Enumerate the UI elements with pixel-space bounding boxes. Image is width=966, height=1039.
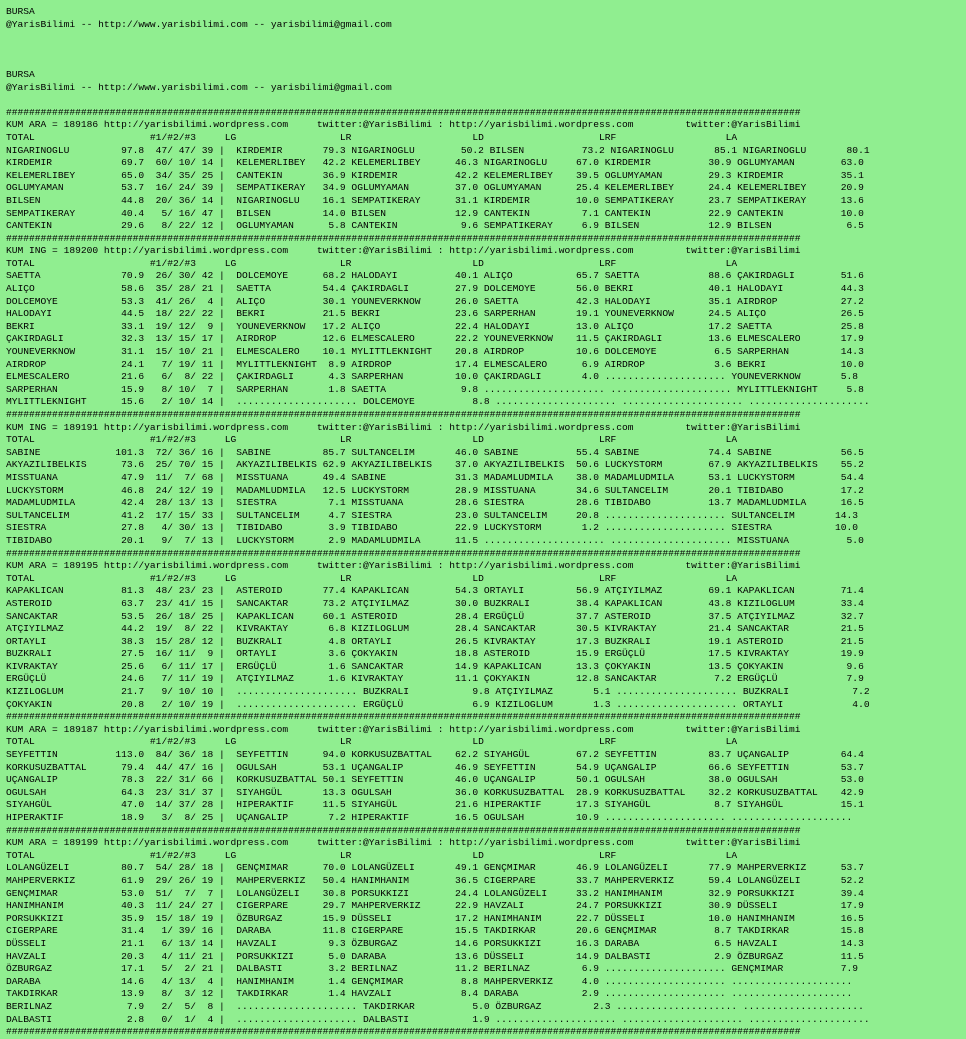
table-row: LOLANGÜZELI 80.7 54/ 28/ 18 | GENÇMIMAR 70.0 LOLANGÜZELI 49.1 GENÇMIMAR 46.9 LOLANGÜZELI 77.9 MAHPERVERKIZ 53.7 [6,862,864,874]
table-row: DALBASTI 2.8 0/ 1/ 4 | ..................... DALBASTI 1.9 ..................... ..................... ..................... [6,1013,870,1025]
table-row: GENÇMIMAR 53.0 51/ 7/ 7 | LOLANGÜZELI 30.8 PORSUKKIZI 24.4 LOLANGÜZELI 33.2 HANIMHANIM 32.9 PORSUKKIZI 39.4 [6,887,864,899]
column-header: TOTAL #1/#2/#3 LG LR LD LRF LA [6,572,738,584]
table-row: OGLUMYAMAN 53.7 16/ 24/ 39 | SEMPATIKERAY 34.9 OGLUMYAMAN 37.0 OGLUMYAMAN 25.4 KELEMERLIBEY 24.4 KELEMERLIBEY 20.9 [6,182,864,194]
table-row: OGULSAH 64.3 23/ 31/ 37 | SIYAHGÜL 13.3 OGULSAH 36.0 KORKUSUZBATTAL 28.9 KORKUSUZBATTAL 32.2 KORKUSUZBATTAL 42.9 [6,786,864,798]
section-title: KUM ARA = 189195 http://yarisbilimi.wordpress.com twitter:@YarisBilimi : http://yarisbilimi.wordpress.com twitter:@YarisBilimi [6,560,801,572]
table-row: KAPAKLICAN 81.3 48/ 23/ 23 | ASTEROID 77.4 KAPAKLICAN 54.3 ORTAYLI 56.9 ATÇIYILMAZ 69.1 KAPAKLICAN 71.4 [6,585,864,597]
separator-line: ########################################################################################################################################## [6,409,801,420]
table-row: MADAMLUDMILA 42.4 28/ 13/ 13 | SIESTRA 7.1 MISSTUANA 28.6 SIESTRA 28.6 TIBIDABO 13.7 MADAMLUDMILA 16.5 [6,497,864,509]
table-row: HALODAYI 44.5 18/ 22/ 22 | BEKRI 21.5 BEKRI 23.6 SARPERHAN 19.1 YOUNEVERKNOW 24.5 ALIÇO 26.5 [6,308,864,320]
table-row: CIGERPARE 31.4 1/ 39/ 16 | DARABA 11.8 CIGERPARE 15.5 TAKDIRKAR 20.6 GENÇMIMAR 8.7 TAKDIRKAR 15.8 [6,925,864,937]
table-row: TAKDIRKAR 13.9 8/ 3/ 12 | TAKDIRKAR 1.4 HAVZALI 8.4 DARABA 2.9 ..................... ..................... [6,988,853,1000]
table-row: ÇOKYAKIN 20.8 2/ 10/ 19 | ..................... ERGÜÇLÜ 6.9 KIZILOGLUM 1.3 ..................... ORTAYLI 4.0 [6,698,870,710]
separator-line: ########################################################################################################################################## [6,232,801,244]
table-row: ERGÜÇLÜ 24.6 7/ 11/ 19 | ATÇIYILMAZ 1.6 KIVRAKTAY 11.1 ÇOKYAKIN 12.8 SANCAKTAR 7.2 ERGÜÇLÜ 7.9 [6,673,864,685]
separator-line: ########################################################################################################################################## [6,1026,801,1038]
header-line: BURSA [6,6,35,17]
table-row: BERILNAZ 7.9 2/ 5/ 8 | ..................... TAKDIRKAR 5.0 ÖZBURGAZ 2.3 ..................... ..................... [6,1000,864,1012]
table-row: KELEMERLIBEY 65.0 34/ 35/ 25 | CANTEKIN 36.9 KIRDEMIR 42.2 KELEMERLIBEY 39.5 OGLUMYAMAN 29.3 KIRDEMIR 35.1 [6,169,864,181]
table-row: AIRDROP 24.1 7/ 19/ 11 | MYLITTLEKNIGHT 8.9 AIRDROP 17.4 ELMESCALERO 6.9 AIRDROP 3.6 BEKRI 10.0 [6,358,864,370]
table-row: HIPERAKTIF 18.9 3/ 8/ 25 | UÇANGALIP 7.2 HIPERAKTIF 16.5 OGULSAH 10.9 ..................... ..................... [6,812,853,823]
header-line: BURSA [6,68,35,80]
table-row: SANCAKTAR 53.5 26/ 18/ 25 | KAPAKLICAN 60.1 ASTEROID 28.4 ERGÜÇLÜ 37.7 ASTEROID 37.5 ATÇIYILMAZ 32.7 [6,610,864,622]
table-row: CANTEKIN 29.6 8/ 22/ 12 | OGLUMYAMAN 5.8 CANTEKIN 9.6 SEMPATIKERAY 6.9 BILSEN 12.9 BILSEN 6.5 [6,220,864,232]
section-title: KUM ARA = 189187 http://yarisbilimi.wordpress.com twitter:@YarisBilimi : http://yarisbilimi.wordpress.com twitter:@YarisBilimi [6,723,801,735]
table-row: MAHPERVERKIZ 61.9 29/ 26/ 19 | MAHPERVERKIZ 50.4 HANIMHANIM 36.5 CIGERPARE 33.7 MAHPERVERKIZ 59.4 LOLANGÜZELI 52.2 [6,874,864,886]
table-row: BEKRI 33.1 19/ 12/ 9 | YOUNEVERKNOW 17.2 ALIÇO 22.4 HALODAYI 13.0 ALIÇO 17.2 SAETTA 25.8 [6,320,864,332]
table-row: SEYFETTIN 113.0 84/ 36/ 18 | SEYFETTIN 94.0 KORKUSUZBATTAL 62.2 SIYAHGÜL 67.2 SEYFETTIN 83.7 UÇANGALIP 64.4 [6,749,864,761]
separator-line: ########################################################################################################################################## [6,547,801,559]
table-row: NIGARINOGLU 97.8 47/ 47/ 39 | KIRDEMIR 79.3 NIGARINOGLU 50.2 BILSEN 73.2 NIGARINOGLU 85.1 NIGARINOGLU 80.1 [6,144,870,156]
table-row: HAVZALI 20.3 4/ 11/ 21 | PORSUKKIZI 5.0 DARABA 13.6 DÜSSELI 14.9 DALBASTI 2.9 ÖZBURGAZ 11.5 [6,950,864,962]
table-row: DARABA 14.6 4/ 13/ 4 | HANIMHANIM 1.4 GENÇMIMAR 8.8 MAHPERVERKIZ 4.0 ..................... ..................... [6,975,853,987]
table-row: KIRDEMIR 69.7 60/ 10/ 14 | KELEMERLIBEY 42.2 KELEMERLIBEY 46.3 NIGARINOGLU 67.0 KIRDEMIR 30.9 OGLUMYAMAN 63.0 [6,157,864,169]
column-header: TOTAL #1/#2/#3 LG LR LD LRF LA [6,131,738,143]
column-header: TOTAL #1/#2/#3 LG LR LD LRF LA [6,736,738,748]
column-header: TOTAL #1/#2/#3 LG LR LD LRF LA [6,434,738,446]
table-row: KORKUSUZBATTAL 79.4 44/ 47/ 16 | OGULSAH 53.1 UÇANGALIP 46.9 SEYFETTIN 54.9 UÇANGALIP 66.6 SEYFETTIN 53.7 [6,761,864,773]
table-row: SARPERHAN 15.9 8/ 10/ 7 | SARPERHAN 1.8 SAETTA 9.8 ..................... ..................... MYLITTLEKNIGHT 5.8 [6,383,864,395]
table-row: KIVRAKTAY 25.6 6/ 11/ 17 | ERGÜÇLÜ 1.6 SANCAKTAR 14.9 KAPAKLICAN 13.3 ÇOKYAKIN 13.5 ÇOKYAKIN 9.6 [6,660,864,672]
table-row: MISSTUANA 47.9 11/ 7/ 68 | MISSTUANA 49.4 SABINE 31.3 MADAMLUDMILA 38.0 MADAMLUDMILA 53.1 LUCKYSTORM 54.4 [6,471,864,483]
table-row: HANIMHANIM 40.3 11/ 24/ 27 | CIGERPARE 29.7 MAHPERVERKIZ 22.9 HAVZALI 24.7 PORSUKKIZI 30.9 DÜSSELI 17.9 [6,900,864,912]
table-row: KIZILOGLUM 21.7 9/ 10/ 10 | ..................... BUZKRALI 9.8 ATÇIYILMAZ 5.1 ..................... BUZKRALI 7.2 [6,686,870,698]
table-row: SIESTRA 27.8 4/ 30/ 13 | TIBIDABO 3.9 TIBIDABO 22.9 LUCKYSTORM 1.2 ..................... SIESTRA 10.0 [6,522,859,534]
separator-line: ########################################################################################################################################## [6,106,801,118]
table-row: ALIÇO 58.6 35/ 28/ 21 | SAETTA 54.4 ÇAKIRDAGLI 27.9 DOLCEMOYE 56.0 BEKRI 40.1 HALODAYI 44.3 [6,283,864,295]
table-row: ÇAKIRDAGLI 32.3 13/ 15/ 17 | AIRDROP 12.6 ELMESCALERO 22.2 YOUNEVERKNOW 11.5 ÇAKIRDAGLI 13.6 ELMESCALERO 17.9 [6,333,864,345]
table-row: BILSEN 44.8 20/ 36/ 14 | NIGARINOGLU 16.1 SEMPATIKERAY 31.1 KIRDEMIR 10.0 SEMPATIKERAY 23.7 SEMPATIKERAY 13.6 [6,194,864,206]
table-row: AKYAZILIBELKIS 73.6 25/ 70/ 15 | AKYAZILIBELKIS 62.9 AKYAZILIBELKIS 37.0 AKYAZILIBELKIS 50.6 LUCKYSTORM 67.9 AKYAZILIBELKIS 55.2 [6,459,864,471]
table-row: ASTEROID 63.7 23/ 41/ 15 | SANCAKTAR 73.2 ATÇIYILMAZ 30.0 BUZKRALI 38.4 KAPAKLICAN 43.8 KIZILOGLUM 33.4 [6,597,864,609]
table-row: LUCKYSTORM 46.8 24/ 12/ 19 | MADAMLUDMILA 12.5 LUCKYSTORM 28.9 MISSTUANA 34.6 SULTANCELIM 20.1 TIBIDABO 17.2 [6,484,864,496]
table-row: PORSUKKIZI 35.9 15/ 18/ 19 | ÖZBURGAZ 15.9 DÜSSELI 17.2 HANIMHANIM 22.7 DÜSSELI 10.0 HANIMHANIM 16.5 [6,912,864,924]
table-row: ATÇIYILMAZ 44.2 19/ 8/ 22 | KIVRAKTAY 6.8 KIZILOGLUM 28.4 SANCAKTAR 30.5 KIVRAKTAY 21.4 SANCAKTAR 21.5 [6,623,864,635]
table-row: DOLCEMOYE 53.3 41/ 26/ 4 | ALIÇO 30.1 YOUNEVERKNOW 26.0 SAETTA 42.3 HALODAYI 35.1 AIRDROP 27.2 [6,295,864,307]
table-row: SIYAHGÜL 47.0 14/ 37/ 28 | HIPERAKTIF 11.5 SIYAHGÜL 21.6 HIPERAKTIF 17.3 SIYAHGÜL 8.7 SIYAHGÜL 15.1 [6,799,864,811]
table-row: ÖZBURGAZ 17.1 5/ 2/ 21 | DALBASTI 3.2 BERILNAZ 11.2 BERILNAZ 6.9 ..................... GENÇMIMAR 7.9 [6,963,859,975]
section-title: KUM ARA = 189199 http://yarisbilimi.wordpress.com twitter:@YarisBilimi : http://yarisbilimi.wordpress.com twitter:@YarisBilimi [6,837,801,849]
column-header: TOTAL #1/#2/#3 LG LR LD LRF LA [6,849,738,861]
section-title: KUM ING = 189200 http://yarisbilimi.wordpress.com twitter:@YarisBilimi : http://yarisbilimi.wordpress.com twitter:@YarisBilimi [6,245,801,257]
section-title: KUM ARA = 189186 http://yarisbilimi.wordpress.com twitter:@YarisBilimi : http://yarisbilimi.wordpress.com twitter:@YarisBilimi [6,119,801,131]
table-row: BUZKRALI 27.5 16/ 11/ 9 | ORTAYLI 3.6 ÇOKYAKIN 18.8 ASTEROID 15.9 ERGÜÇLÜ 17.5 KIVRAKTAY 19.9 [6,648,864,660]
table-row: SAETTA 70.9 26/ 30/ 42 | DOLCEMOYE 68.2 HALODAYI 40.1 ALIÇO 65.7 SAETTA 88.6 ÇAKIRDAGLI 51.6 [6,270,864,282]
table-row: SABINE 101.3 72/ 36/ 16 | SABINE 85.7 SULTANCELIM 46.0 SABINE 55.4 SABINE 74.4 SABINE 56.5 [6,446,864,458]
header-line: @YarisBilimi -- http://www.yarisbilimi.com -- yarisbilimi@gmail.com [6,81,392,93]
table-row: UÇANGALIP 78.3 22/ 31/ 66 | KORKUSUZBATTAL 50.1 SEYFETTIN 46.0 UÇANGALIP 50.1 OGULSAH 38.0 OGULSAH 53.0 [6,774,864,786]
section-title: KUM ING = 189191 http://yarisbilimi.wordpress.com twitter:@YarisBilimi : http://yarisbilimi.wordpress.com twitter:@YarisBilimi [6,421,801,433]
table-row: YOUNEVERKNOW 31.1 15/ 10/ 21 | ELMESCALERO 10.1 MYLITTLEKNIGHT 20.8 AIRDROP 10.6 DOLCEMOYE 6.5 SARPERHAN 14.3 [6,346,864,358]
separator-line: ########################################################################################################################################## [6,824,801,836]
table-row: MYLITTLEKNIGHT 15.6 2/ 10/ 14 | ..................... DOLCEMOYE 8.8 ..................... ..................... ..................... [6,396,870,408]
table-row: SEMPATIKERAY 40.4 5/ 16/ 47 | BILSEN 14.0 BILSEN 12.9 CANTEKIN 7.1 CANTEKIN 22.9 CANTEKIN 10.0 [6,207,864,219]
table-row: SULTANCELIM 41.2 17/ 15/ 33 | SULTANCELIM 4.7 SIESTRA 23.0 SULTANCELIM 20.8 ..................... SULTANCELIM 14.3 [6,509,859,521]
table-row: DÜSSELI 21.1 6/ 13/ 14 | HAVZALI 9.3 ÖZBURGAZ 14.6 PORSUKKIZI 16.3 DARABA 6.5 HAVZALI 14.3 [6,937,864,949]
column-header: TOTAL #1/#2/#3 LG LR LD LRF LA [6,257,738,269]
table-row: ORTAYLI 38.3 15/ 28/ 12 | BUZKRALI 4.8 ORTAYLI 26.5 KIVRAKTAY 17.3 BUZKRALI 19.1 ASTEROID 21.5 [6,635,864,647]
table-row: TIBIDABO 20.1 9/ 7/ 13 | LUCKYSTORM 2.9 MADAMLUDMILA 11.5 ..................... ..................... MISSTUANA 5.0 [6,534,864,546]
separator-line: ########################################################################################################################################## [6,711,801,723]
header-line: @YarisBilimi -- http://www.yarisbilimi.com -- yarisbilimi@gmail.com [6,18,392,30]
table-row: ELMESCALERO 21.6 6/ 8/ 22 | ÇAKIRDAGLI 4.3 SARPERHAN 10.0 ÇAKIRDAGLI 4.0 ..................... YOUNEVERKNOW 5.8 [6,371,859,383]
